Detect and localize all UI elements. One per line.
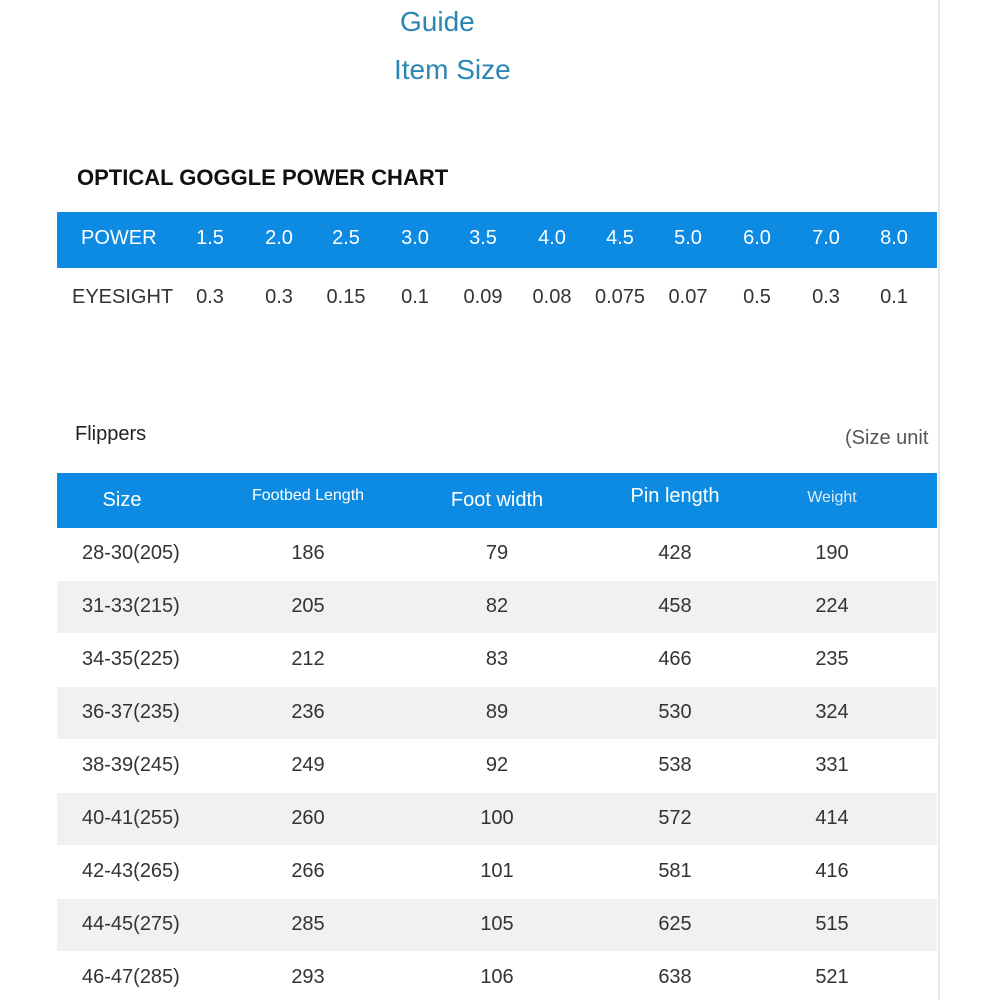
eyesight-value: 0.3 xyxy=(265,286,293,308)
column-header: Pin length xyxy=(630,485,720,507)
table-cell: 249 xyxy=(291,754,325,776)
eyesight-value: 0.1 xyxy=(880,286,908,308)
eyesight-value: 0.3 xyxy=(812,286,840,308)
table-cell: 28-30(205) xyxy=(82,542,180,564)
guide-heading: Guide xyxy=(400,6,475,37)
table-cell: 190 xyxy=(815,542,849,564)
table-row xyxy=(57,793,937,845)
table-cell: 101 xyxy=(480,860,514,882)
goggle-chart-title: OPTICAL GOGGLE POWER CHART xyxy=(77,165,449,190)
table-cell: 638 xyxy=(658,966,692,988)
table-cell: 266 xyxy=(291,860,325,882)
eyesight-value: 0.08 xyxy=(532,286,572,308)
table-cell: 36-37(235) xyxy=(82,701,180,723)
table-row xyxy=(57,528,937,580)
size-unit-note: (Size unit xyxy=(845,427,929,449)
eyesight-value: 0.07 xyxy=(668,286,708,308)
table-cell: 235 xyxy=(815,648,849,670)
eyesight-value: 0.5 xyxy=(743,286,771,308)
item-size-heading: Item Size xyxy=(394,54,511,85)
table-cell: 31-33(215) xyxy=(82,595,180,617)
power-value: 2.5 xyxy=(332,227,360,249)
power-value: 3.5 xyxy=(469,227,497,249)
power-value: 7.0 xyxy=(812,227,840,249)
eyesight-value: 0.3 xyxy=(196,286,224,308)
power-value: 4.5 xyxy=(606,227,634,249)
table-cell: 46-47(285) xyxy=(82,966,180,988)
power-row-label: POWER xyxy=(81,227,157,249)
column-header: Foot width xyxy=(450,489,544,511)
table-cell: 236 xyxy=(291,701,325,723)
table-row xyxy=(57,846,937,898)
table-cell: 581 xyxy=(658,860,692,882)
column-header: Size xyxy=(102,489,142,511)
table-cell: 42-43(265) xyxy=(82,860,180,882)
power-value: 1.5 xyxy=(196,227,224,249)
table-cell: 414 xyxy=(815,807,849,829)
flippers-title: Flippers xyxy=(75,423,147,445)
power-value: 6.0 xyxy=(743,227,771,249)
table-cell: 40-41(255) xyxy=(82,807,180,829)
table-cell: 82 xyxy=(485,595,509,617)
power-value: 3.0 xyxy=(401,227,429,249)
table-cell: 458 xyxy=(658,595,692,617)
table-row xyxy=(57,687,937,739)
table-cell: 428 xyxy=(658,542,692,564)
eyesight-row-label: EYESIGHT xyxy=(72,286,174,308)
table-cell: 100 xyxy=(480,807,514,829)
table-cell: 212 xyxy=(291,648,325,670)
table-cell: 224 xyxy=(815,595,849,617)
table-cell: 186 xyxy=(291,542,325,564)
table-row xyxy=(57,581,937,633)
table-cell: 92 xyxy=(485,754,509,776)
table-cell: 83 xyxy=(485,648,509,670)
table-cell: 79 xyxy=(485,542,509,564)
eyesight-value: 0.15 xyxy=(326,286,366,308)
table-cell: 205 xyxy=(291,595,325,617)
table-cell: 625 xyxy=(658,913,692,935)
eyesight-value: 0.1 xyxy=(401,286,429,308)
table-cell: 466 xyxy=(658,648,692,670)
table-cell: 260 xyxy=(291,807,325,829)
table-cell: 293 xyxy=(291,966,325,988)
column-header: Weight xyxy=(807,489,857,506)
table-cell: 530 xyxy=(658,701,692,723)
eyesight-value: 0.075 xyxy=(594,286,646,308)
power-value: 8.0 xyxy=(880,227,908,249)
table-cell: 324 xyxy=(815,701,849,723)
table-cell: 89 xyxy=(485,701,509,723)
table-row xyxy=(57,952,937,1004)
power-value: 2.0 xyxy=(265,227,293,249)
table-cell: 331 xyxy=(815,754,849,776)
table-cell: 572 xyxy=(658,807,692,829)
table-cell: 285 xyxy=(291,913,325,935)
power-header-bar xyxy=(57,212,937,268)
eyesight-value: 0.09 xyxy=(463,286,503,308)
column-header: Footbed Length xyxy=(251,487,365,504)
table-row xyxy=(57,740,937,792)
table-cell: 34-35(225) xyxy=(82,648,180,670)
table-cell: 515 xyxy=(815,913,849,935)
table-cell: 38-39(245) xyxy=(82,754,180,776)
table-cell: 521 xyxy=(815,966,849,988)
table-cell: 44-45(275) xyxy=(82,913,180,935)
page-right-border xyxy=(938,0,940,1000)
table-row xyxy=(57,899,937,951)
table-cell: 538 xyxy=(658,754,692,776)
table-cell: 416 xyxy=(815,860,849,882)
power-value: 5.0 xyxy=(674,227,702,249)
table-cell: 105 xyxy=(480,913,514,935)
power-value: 4.0 xyxy=(538,227,566,249)
table-row xyxy=(57,634,937,686)
table-cell: 106 xyxy=(480,966,514,988)
